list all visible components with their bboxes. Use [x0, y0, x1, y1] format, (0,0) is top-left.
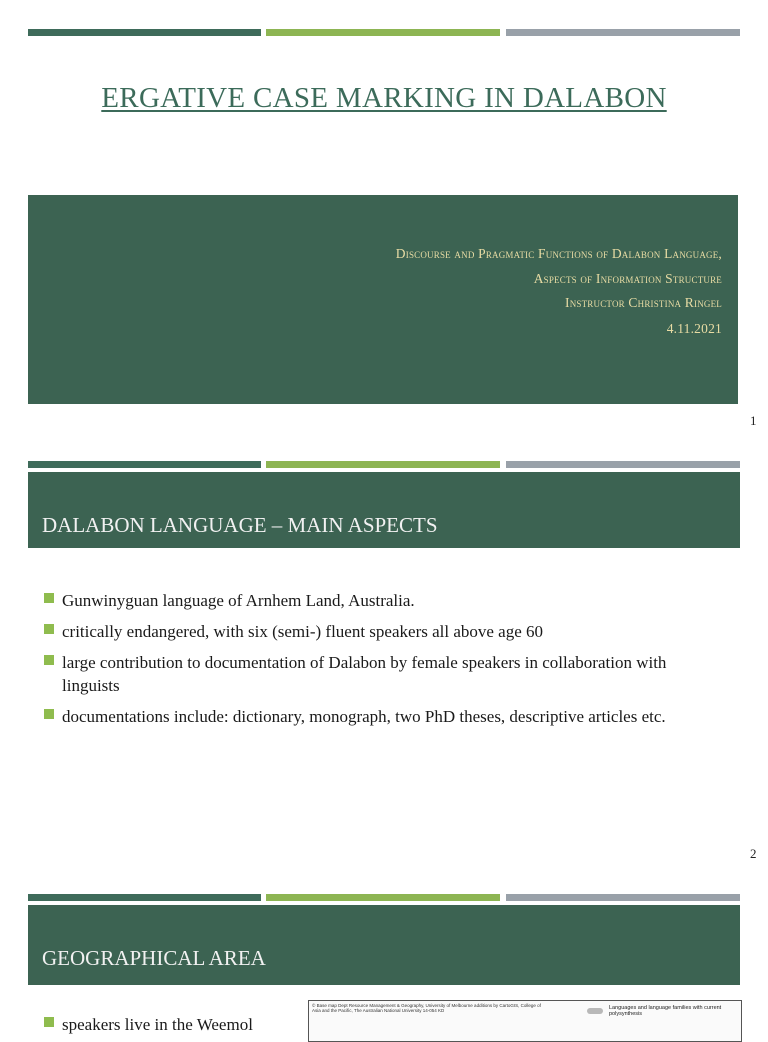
slide1-title: ERGATIVE CASE MARKING IN DALABON: [101, 82, 667, 114]
top-bar-dark-3: [28, 894, 261, 901]
bullet-text: documentations include: dictionary, monograph, two PhD theses, descriptive articles etc.: [62, 707, 666, 726]
bullet-square-icon: [44, 655, 54, 665]
map-credit-text: © Base map Dept Resource Management & Geography, University of Melbourne additions by CartoGIS, College of Asia and the Pacific, The Australian National University 14-054 KD: [312, 1003, 541, 1013]
slide1-subtitle-box: [28, 195, 738, 404]
list-item: [44, 651, 724, 697]
list-item: [44, 589, 724, 612]
top-bar-gray-1: [506, 29, 740, 36]
top-bar-green-1: [266, 29, 500, 36]
page-number-2: 2: [750, 846, 757, 861]
subtitle-line-topic: Aspects of Information Structure: [533, 271, 722, 286]
top-bar-gray-3: [506, 894, 740, 901]
map-legend-text: Languages and language families with current polysynthesis: [609, 1005, 722, 1017]
top-bar-dark-1: [28, 29, 261, 36]
slide3-title: GEOGRAPHICAL AREA: [42, 946, 266, 970]
list-item: [44, 705, 724, 728]
top-bar-dark-2: [28, 461, 261, 468]
bullet-text: critically endangered, with six (semi-) fluent speakers all above age 60: [62, 622, 544, 641]
list-item: [44, 620, 724, 643]
map-image: [308, 1000, 742, 1042]
slide2-title: DALABON LANGUAGE – MAIN ASPECTS: [42, 513, 438, 537]
bullet-square-icon: [44, 1017, 54, 1027]
slide3-bullet-partial: [44, 1013, 253, 1036]
page-number-1: 1: [750, 413, 757, 428]
top-bar-green-3: [266, 894, 500, 901]
slide2-title-band: [28, 472, 740, 548]
map-legend-swatch: [587, 1008, 603, 1014]
subtitle-line-course: Discourse and Pragmatic Functions of Dalabon Language,: [395, 246, 722, 261]
top-bar-gray-2: [506, 461, 740, 468]
subtitle-line-instructor: Instructor Christina Ringel: [565, 295, 722, 310]
bullet-square-icon: [44, 593, 54, 603]
bullet-square-icon: [44, 709, 54, 719]
subtitle-line-date: 4.11.2021: [666, 321, 722, 336]
bullet-square-icon: [44, 624, 54, 634]
slide3-title-band: [28, 905, 740, 985]
slide2-bullet-list: [44, 589, 724, 736]
bullet-text: large contribution to documentation of Dalabon by female speakers in collaboration with linguists: [62, 653, 667, 695]
bullet-text: Gunwinyguan language of Arnhem Land, Australia.: [62, 591, 415, 610]
bullet-text: speakers live in the Weemol: [62, 1015, 253, 1034]
top-bar-green-2: [266, 461, 500, 468]
